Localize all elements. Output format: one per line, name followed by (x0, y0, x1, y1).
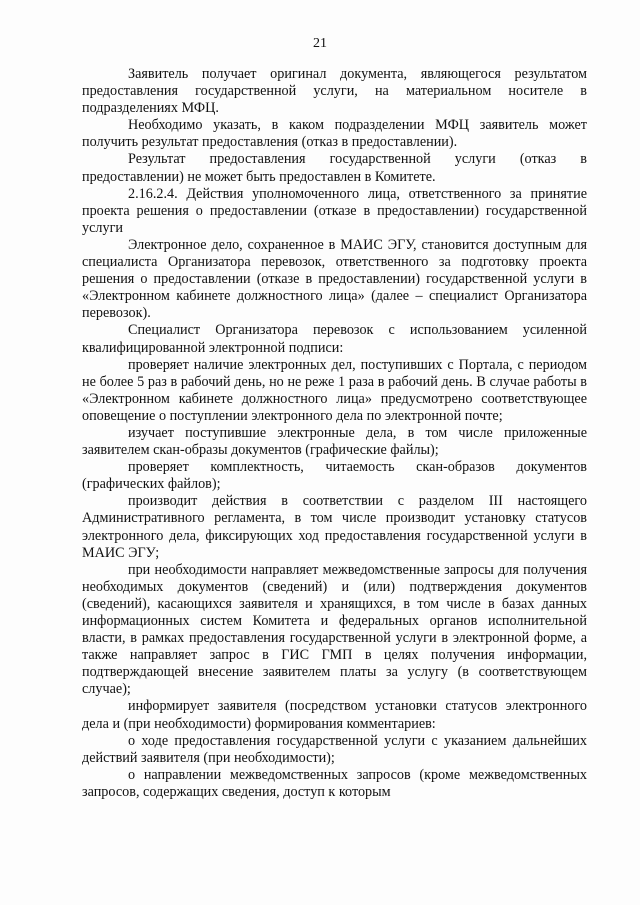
paragraph: Необходимо указать, в каком подразделении МФЦ заявитель может получить результат предоставления (отказ в предоставлении). (82, 117, 587, 151)
page-number: 21 (313, 36, 327, 51)
paragraph: Электронное дело, сохраненное в МАИС ЭГУ, становится доступным для специалиста Организатора перевозок, ответственного за подготовку проекта решения о предоставлении (отказе в предоставлении) государственной услуги в «Электронном кабинете должностного лица» (далее – специалист Организатора перевозок). (82, 236, 587, 322)
paragraph: Заявитель получает оригинал документа, являющегося результатом предоставления государственной услуги, на материальном носителе в подразделениях МФЦ. (82, 66, 587, 117)
list-item: производит действия в соответствии с разделом III настоящего Административного регламента, в том числе производит установку статусов электронного дела, фиксирующих ход предоставления государственной услуги в МАИС ЭГУ; (82, 493, 587, 561)
list-item: при необходимости направляет межведомственные запросы для получения необходимых документов (сведений) и (или) подтверждения документов (сведений), касающихся заявителя и хранящихся, в том числе в базах данных информационных систем Комитета и федеральных органов исполнительной власти, в рамках предоставления государственной услуги в электронной форме, а также направляет запрос в ГИС ГМП в целях получения информации, подтверждающей внесение заявителем платы за услугу (в соответствующем случае); (82, 561, 587, 698)
list-item: изучает поступившие электронные дела, в том числе приложенные заявителем скан-образы документов (графические файлы); (82, 424, 587, 459)
list-item: о направлении межведомственных запросов (кроме межведомственных запросов, содержащих сведения, доступ к которым (82, 766, 587, 800)
section-heading: 2.16.2.4. Действия уполномоченного лица, ответственного за принятие проекта решения о предоставлении (отказе в предоставлении) государственной услуги (82, 185, 587, 236)
document-body (82, 66, 587, 801)
list-item: проверяет наличие электронных дел, поступивших с Портала, с периодом не более 5 раз в рабочий день, но не реже 1 раза в рабочий день. В случае работы в «Электронном кабинете должностного лица» предусмотрено соответствующее оповещение о поступлении электронного дела по электронной почте; (82, 356, 587, 424)
list-item: о ходе предоставления государственной услуги с указанием дальнейших действий заявителя (при необходимости); (82, 732, 587, 766)
list-item: информирует заявителя (посредством установки статусов электронного дела и (при необходимости) формирования комментариев: (82, 698, 587, 732)
paragraph: Специалист Организатора перевозок с использованием усиленной квалифицированной электронной подписи: (82, 322, 587, 356)
paragraph: Результат предоставления государственной услуги (отказ в предоставлении) не может быть предоставлен в Комитете. (82, 151, 587, 185)
list-item: проверяет комплектность, читаемость скан-образов документов (графических файлов); (82, 459, 587, 493)
